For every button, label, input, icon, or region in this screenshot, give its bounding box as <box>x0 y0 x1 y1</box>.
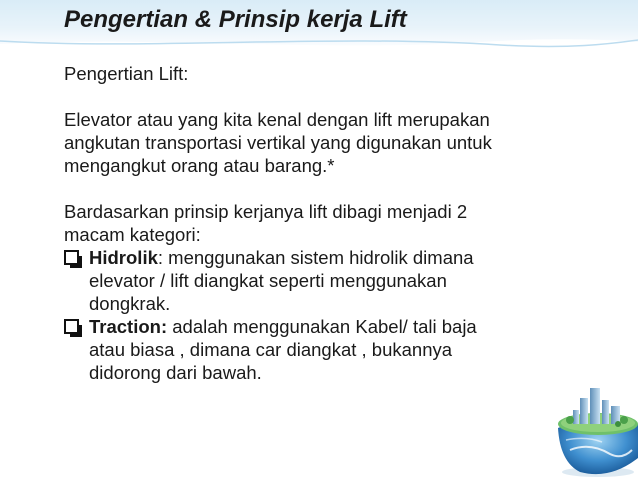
definition-line: angkutan transportasi vertikal yang digunakan untuk <box>64 132 492 153</box>
globe-city-icon <box>540 380 638 479</box>
definition-line: Elevator atau yang kita kenal dengan lift merupakan <box>64 109 490 130</box>
bullet-item-traction <box>64 315 564 384</box>
category-intro-line: Bardasarkan prinsip kerjanya lift dibagi menjadi 2 <box>64 201 468 222</box>
bullet-line: didorong dari bawah. <box>89 362 262 383</box>
bullet-line: dongkrak. <box>89 293 171 314</box>
checkbox-bullet-icon <box>64 250 79 265</box>
bullet-term: Hidrolik <box>89 247 158 268</box>
definition-line: mengangkut orang atau barang.* <box>64 155 335 176</box>
slide-body <box>64 62 564 384</box>
definition-heading: Pengertian Lift: <box>64 63 189 84</box>
category-intro-line: macam kategori: <box>64 224 201 245</box>
slide-title: Pengertian & Prinsip kerja Lift <box>64 6 407 33</box>
header-wave-decoration <box>0 36 638 56</box>
bullet-line: adalah menggunakan Kabel/ tali baja <box>167 316 477 337</box>
checkbox-bullet-icon <box>64 319 79 334</box>
bullet-line: atau biasa , dimana car diangkat , bukannya <box>89 339 453 360</box>
bullet-item-hidrolik <box>64 246 564 315</box>
bullet-term: Traction: <box>89 316 168 337</box>
bullet-line: elevator / lift diangkat seperti menggunakan <box>89 270 447 291</box>
bullet-line: : menggunakan sistem hidrolik dimana <box>157 247 474 268</box>
